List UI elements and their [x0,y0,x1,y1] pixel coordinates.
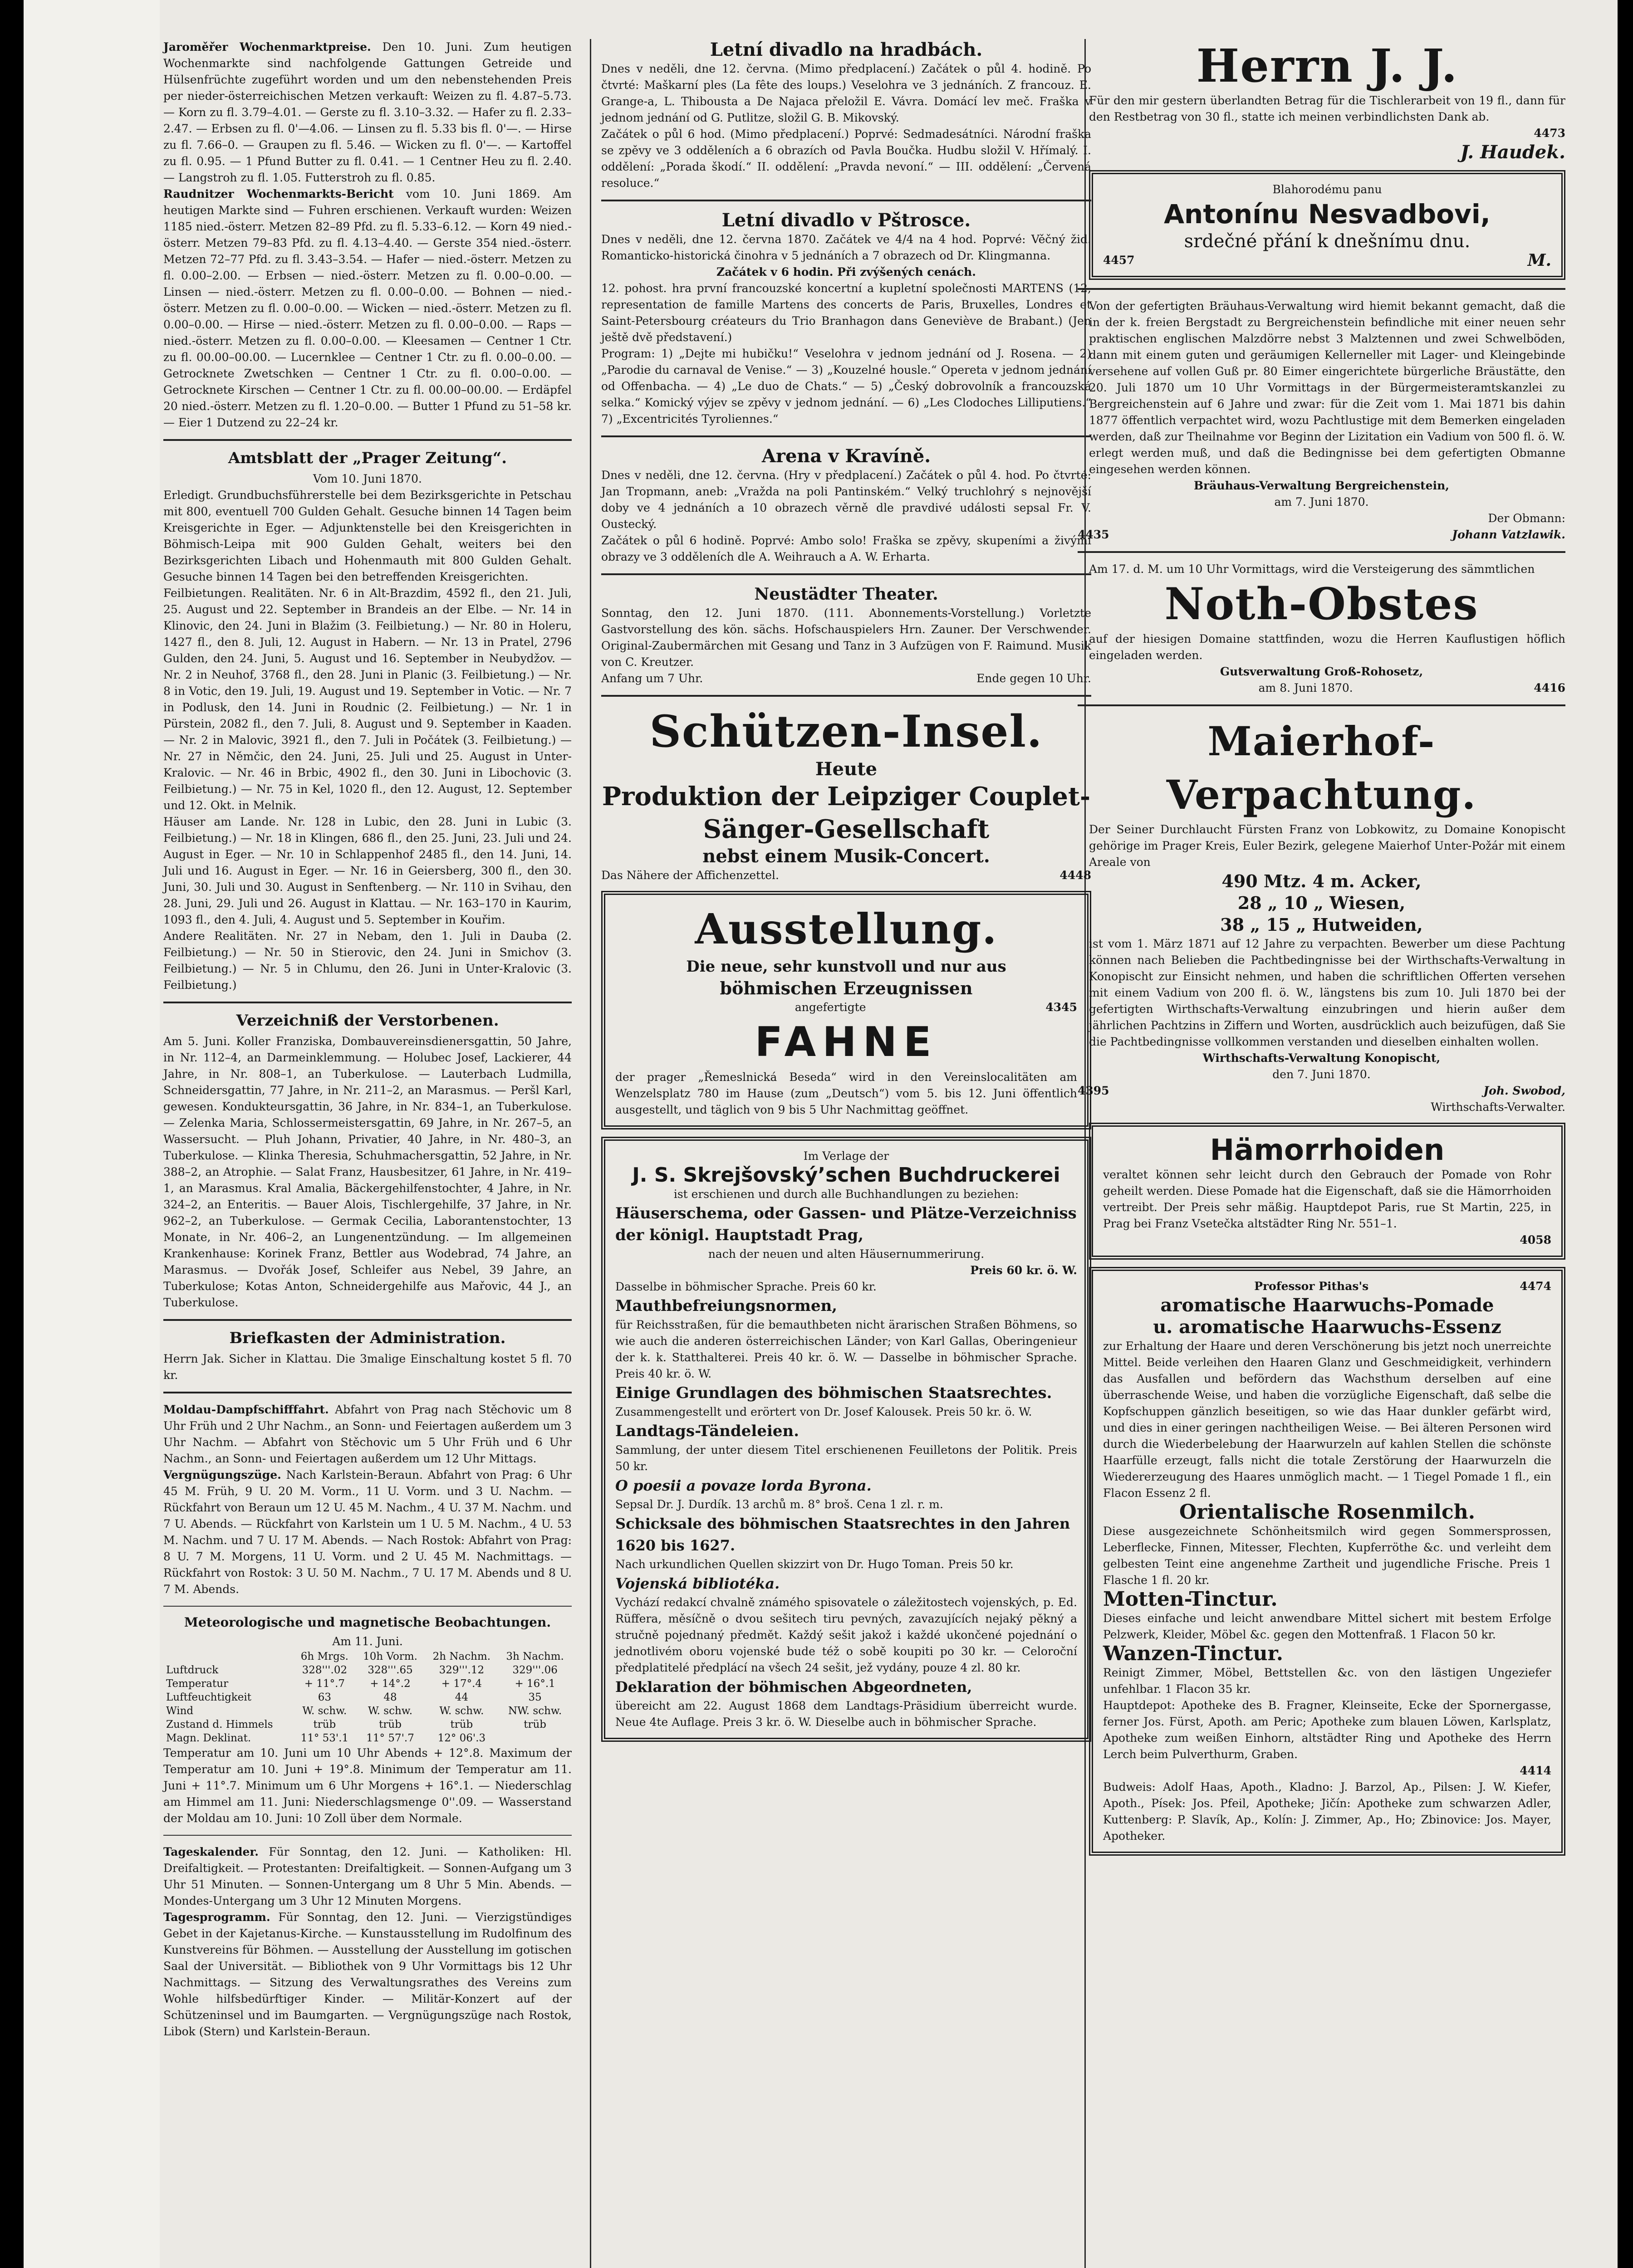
rosenmilch-title: Orientalische Rosenmilch. [1179,1501,1476,1524]
divider [163,1002,572,1003]
brauhaus-text: Von der gefertigten Bräuhaus-Verwaltung wird hiemit bekannt gemacht, daß die in der k. freien Bergstadt zu Bergreichenstein befindliche mit einer neuen sehr praktischen englischen Malzdörre nebst 3 Malztennen und zwei Schwelböden, dann mit einem guten und geräumigen Kellerneller mit Lager- und Kleingebinde versehene auf vollen Guß pr. 80 Eimer eingerichtete bürgerliche Bräustätte, den 20. Juli 1870 um 10 Uhr Vormittags in der Bürgermeisteramtskanzlei zu Bergreichenstein auf 6 Jahre und zwar: für die Zeit vom 1. Mai 1871 bis dahin 1877 öffentlich verpachtet wird, wozu Pachtlustige mit dem Bemerken eingeladen werden, daß zur Theilnahme vor Beginn der Lizitation ein Vadium von 500 fl. ö. W. erlegt werden muß, und daß die Bedingnisse bei dem gefertigten Obmanne eingesehen werden können. [1089,299,1565,476]
moldau-notice [163,1402,572,1467]
schuetzeninsel-heute: Heute [815,758,878,780]
schuetzeninsel-footer [601,867,1091,884]
tagesprogramm-text: Für Sonntag, den 12. Juni. — Vierzigstündiges Gebet in der Kajetanus-Kirche. — Kunstausstellung im Rudolfinum des Kunstvereins für Böhmen. — Ausstellung der Ausstellung im gotischen Saal der Universität. — Bibliothek von 9 Uhr Vormittags bis 12 Uhr Nachmittags. — Sitzung des Verwaltungsrathes des Vereins zum Wohle hilfsbedürftiger Kinder. — Militär-Konzert auf der Schützeninsel und im Baumgarten. — Vergnügungszüge nach Rostok, Libok (Stern) und Karlstein-Beraun. [163,1911,572,2038]
pitha-text: zur Erhaltung der Haare und deren Verschönerung bis jetzt noch unerreichte Mittel. Beide verleihen den Haaren Glanz und Geschmeidigkeit, verhindern das Ausfallen und befördern das Wachsthum derselben auf eine überraschende Weise, und haben die vorzügliche Eigenschaft, daß selbe die Kopfschuppen gänzlich beseitigen, so wie das Haar dunkler gefärbt wird, und dies in einer geringen nachtheiligen Weise. — Bei älteren Personen wird durch die Wiederbelebung der Haarwurzeln auf kahlen Stellen die schönste Haarfülle erzeugt, falls nicht die totale Zerstörung der Haarwurzeln die Wiedererzeugung des Haares unmöglich macht. — 1 Tiegel Pomade 1 fl., ein Flacon Essenz 2 fl. [1103,1339,1551,1500]
brauhaus-obmann: Der Obmann: [1488,512,1565,525]
meteo-cell: 11° 57'.7 [366,1732,414,1744]
moldau-heading: Moldau-Dampfschifffahrt. [163,1403,329,1416]
divider [163,1835,572,1836]
nesvadba-salutation: Blahorodému panu [1272,183,1382,196]
ausstellung-sub [615,999,1077,1016]
haemorrhoiden-title: Hämorrhoiden [1210,1134,1445,1167]
column-middle [601,39,1091,2268]
tagesprogramm [163,1909,572,2040]
meteo-header-cell: 3h Nachm. [506,1651,564,1662]
obst-title: Noth-Obstes [1164,578,1479,630]
letni-divadlo-pstroska-text: 12. pohost. hra první francouzské koncertní a kupletní společnosti MARTENS (12, representation de famille Martens des concerts de Paris, Bruxelles, Londres et Saint-Petersbourg créateurs du Trio Branhagon dans Geneviève de Brabant.) (Jen ještě dvě představení.) [601,282,1091,344]
maierhof-text: Der Seiner Durchlaucht Fürsten Franz von Lobkowitz, zu Domaine Konopischt gehörige im Prager Kreis, Euler Bezirk, gelegene Maierhof Unter-Požár mit einem Areale von [1089,823,1565,869]
amtsblatt-paragraph: Erledigt. Grundbuchsführerstelle bei dem Bezirksgerichte in Petschau mit 800, eventuell 700 Gulden Gehalt. Gesuche binnen 14 Tagen beim Kreisgerichte in Eger. — Adjunktenstelle bei den Kreisgerichten in Böhmisch-Leipa mit 900 Gulden Gehalt, weiters bei den Bezirksgerichten Libach und Hohenmauth mit 800 Gulden Gehalt. Gesuche binnen 14 Tagen bei den betreffenden Kreisgerichten. [163,489,572,583]
meteo-cell: Magn. Deklinat. [166,1732,251,1744]
meteo-cell: W. schw. [439,1705,484,1717]
herrn-signature: J. Haudek. [1460,142,1565,163]
meteo-header-cell: 2h Nachm. [432,1651,491,1662]
herrn-title: Herrn J. J. [1196,39,1458,93]
maierhof-area: 38 „ 15 „ Hutweiden, [1220,914,1423,935]
meteo-date: Am 11. Juni. [332,1635,403,1648]
verlag-item-text: übereicht am 22. August 1868 dem Landtags-Präsidium überreicht wurde. Neue 4te Auflage. Preis 3 kr. ö. W. Dieselbe auch in böhmischer Sprache. [615,1699,1077,1729]
divider [163,1392,572,1393]
brauhaus-date: am 7. Juni 1870. [1274,495,1369,508]
verlag-item-text: Dasselbe in böhmischer Sprache. Preis 60 kr. [615,1280,877,1293]
market-report-raudnitz-text: vom 10. Juni 1869. Am heutigen Markte sind — Fuhren erschienen. Verkauft wurden: Weizen 1185 nied.-österr. Metzen 82–89 Pfd. zu fl. 5.33–6.12. — Korn 49 nied.-österr. Metzen 79–83 Pfd. zu fl. 4.13–4.40. — Gerste 354 nied.-österr. Metzen 72–77 Pfd. zu fl. 3.43–3.54. — Hafer — nied.-österr. Metzen zu fl. 0.00–2.00. — Erbsen — nied.-österr. Metzen zu fl. 0.00–0.00. — Linsen — nied.-österr. Metzen zu fl. 0.00–0.00. — Bohnen — nied.-österr. Metzen zu fl. 0.00–0.00. — Wicken — nied.-österr. Metzen zu fl. 0.00–0.00. — Hirse — nied.-österr. Metzen zu fl. 0.00–0.00. — Raps — nied.-österr. Metzen zu fl. 0.00–0.00. — Kleesamen — Centner 1 Ctr. zu fl. 00.00–00.00. — Lucernklee — Centner 1 Ctr. zu fl. 0.00–0.00. — Getrocknete Zwetschken — Centner 1 Ctr. zu fl. 0.00–0.00. — Getrocknete Kirschen — Centner 1 Ctr. zu fl. 00.00–00.00. — Erdäpfel 20 nied.-österr. Metzen zu fl. 1.20–0.00. — Butter 1 Pfund zu 51–58 kr. — Eier 1 Dutzend zu 22–24 kr. [163,187,572,429]
market-report-jaromer-text: Den 10. Juni. Zum heutigen Wochenmarkte sind nachfolgende Gattungen Getreide und Hülsenfrüchte zugeführt worden und um den nebenstehenden Preis per nieder-österreichischen Metzen verkauft: Weizen zu fl. 4.87–5.73. — Korn zu fl. 3.79–4.01. — Gerste zu fl. 3.10–3.32. — Hafer zu fl. 2.33–2.47. — Erbsen zu fl. 0'—4.06. — Linsen zu fl. 5.33 bis fl. 0'—. — Hirse zu fl. 7.66–0. — Graupen zu fl. 5.46. — Wicken zu fl. 0'—. — Kartoffel zu fl. 0.95. — 1 Pfund Butter zu fl. 0.41. — 1 Centner Heu zu fl. 2.40. — Langstroh zu fl. 1.05. Futterstroh zu fl. 0.85. [163,40,572,184]
neustaedter-theater-title: Neustädter Theater. [754,585,938,604]
meteo-header-cell: 10h Vorm. [363,1651,417,1662]
ausstellung-fahne: FAHNE [755,1018,938,1066]
amtsblatt-heading: Amtsblatt der „Prager Zeitung“. [228,449,507,467]
ad-number: 4414 [1520,1764,1551,1777]
ausstellung-text: der prager „Řemeslnická Beseda“ wird in den Vereinslocalitäten am Wenzelsplatz 780 im Hause (zum „Deutsch“) vom 5. bis 12. Juni öffentlich ausgestellt, und täglich von 9 bis 5 Uhr Nachmittag geöffnet. [615,1070,1077,1116]
maierhof-area: 490 Mtz. 4 m. Acker, [1221,871,1422,891]
market-report-raudnitz-heading: Raudnitzer Wochenmarkts-Bericht [163,187,394,200]
ausstellung-ad [601,891,1091,1129]
column-left [163,39,572,2268]
verlag-item-title: Einige Grundlagen des böhmischen Staatsrechtes. [615,1384,1052,1402]
obst-date: am 8. Juni 1870. [1258,681,1353,694]
meteo-text: Temperatur am 10. Juni um 10 Uhr Abends + 12°.8. Maximum der Temperatur am 10. Juni + 19°.8. Minimum der Temperatur am 11. Juni + 11°.7. Minimum um 6 Uhr Morgens + 16°.1. — Niederschlag am Himmel am 11. Juni: Niederschlagsmenge 0''.09. — Wasserstand der Moldau am 10. Juni: 10 Zoll über dem Normale. [163,1746,572,1825]
letni-divadlo-hradby-title: Letní divadlo na hradbách. [710,39,983,60]
divider [601,435,1091,437]
maierhof-footer [1078,1083,1565,1099]
ad-number: 4457 [1103,254,1135,267]
maierhof-text: ist vom 1. März 1871 auf 12 Jahre zu verpachten. Bewerber um diese Pachtung können nach Belieben die Pachtbedingnisse bei der Wirthschafts-Verwaltung in Konopischt zur Einsicht nehmen, und haben die schriftlichen Offerten versehen mit einem Vadium von 200 fl. ö. W., längstens bis zum 10. Juli 1870 bei der gefertigten Wirthschafts-Verwaltung einzubringen und hierin außer dem jährlichen Pachtzins in Ziffern und Worten, ausdrücklich auch beizufügen, daß Sie die Pachtbedingnisse vollkommen verstanden und dieselben einhalten wollen. [1089,937,1565,1048]
verstorbene-heading: Verzeichniß der Verstorbenen. [236,1012,499,1030]
neustaedter-start: Anfang um 7 Uhr. [601,672,703,685]
ad-number: 4395 [1078,1084,1109,1097]
divider [601,200,1091,201]
motten-title: Motten-Tinctur. [1103,1588,1278,1611]
divider [1078,704,1565,706]
obst-text: auf der hiesigen Domaine stattfinden, wozu die Herren Kauflustigen höflich eingeladen werden. [1089,632,1565,662]
meteo-cell: 48 [383,1691,397,1703]
meteo-cell: Luftfeuchtigkeit [166,1691,251,1703]
verlag-item-title: O poesii a povaze lorda Byrona. [615,1477,872,1494]
motten-text: Dieses einfache und leicht anwendbare Mittel sichert mit bestem Erfolge Pelzwerk, Kleider, Möbel &c. gegen den Mottenfraß. 1 Flacon 50 kr. [1103,1612,1551,1641]
maierhof-date: den 7. Juni 1870. [1272,1068,1371,1081]
divider [163,1606,572,1607]
brauhaus-footer [1078,527,1565,543]
haemorrhoiden-text: veraltet können sehr leicht durch den Gebrauch der Pomade von Rohr geheilt werden. Diese Pomade hat die Eigenschaft, daß sie die Hämorrhoiden vertreibt. Der Preis sehr mäßig. Hauptdepot Paris, rue St Martin, 225, in Prag bei Franz Vsetečka altstädter Ring Nr. 551–1. [1103,1168,1551,1230]
ad-number: 4474 [1520,1280,1551,1293]
maierhof-verwalter-title: Wirthschafts-Verwalter. [1431,1100,1565,1114]
vergnuegungszuege-heading: Vergnügungszüge. [163,1468,281,1481]
arena-title: Arena v Kravíně. [761,445,931,467]
nesvadba-text: srdečné přání k dnešnímu dnu. [1184,231,1471,252]
verlag-item-title: Landtags-Tändeleien. [615,1422,799,1440]
ad-number: 4058 [1520,1233,1551,1246]
meteo-cell: trüb [524,1719,547,1730]
maierhof-verwalter: Joh. Swobod, [1483,1084,1565,1097]
ausstellung-sub: böhmischen Erzeugnissen [720,978,973,998]
divider [163,439,572,441]
meteo-cell: Luftdruck [166,1664,219,1676]
meteo-row [163,1704,572,1718]
letni-divadlo-pstroska-title: Letní divadlo v Pštrosce. [721,210,971,231]
meteo-cell: 12° 06'.3 [437,1732,486,1744]
pitha-head: Professor Pithas's [1254,1280,1369,1293]
moldau-text: Abfahrt von Prag nach Stěchovic um 8 Uhr Früh und 2 Uhr Nachm., an Sonn- und Feiertagen außerdem um 3 Uhr Nachm. — Abfahrt von Stěchovic um 5 Uhr Früh und 6 Uhr Nachm., an Sonn- und Feiertagen außerdem um 12 Uhr Mittags. [163,1403,572,1465]
meteo-header-cell [163,1650,294,1663]
wanzen-depot: Hauptdepot: Apotheke des B. Fragner, Kleinseite, Ecke der Spornergasse, ferner Jos. Fürst, Apoth. am Peric; Apotheke zum blauen Löwen, Karlsplatz, Apotheke zum weißen Einhorn, altstädter Ring und Apotheke des Herrn Lerch beim Pulverthurm, Graben. [1103,1699,1551,1761]
vergnuegungszuege-text: Nach Karlstein-Beraun. Abfahrt von Prag: 6 Uhr 45 M. Früh, 9 U. 20 M. Vorm., 11 U. Vorm. und 3 U. Nachm. — Rückfahrt von Beraun um 12 U. 45 M. Nachm., 4 U. 37 M. Nachm. und 7 U. Abends. — Rückfahrt von Karlstein um 1 U. 5 M. Nachm., 4 U. 53 M. Nachm. und 7 U. 17 M. Abends. — Nach Rostok: Abfahrt von Prag: 8 U. 7 M. Morgens, 11 U. Vorm. und 2 U. 45 M. Nachmittags. — Rückfahrt von Rostok: 3 U. 50 M. Nachm., 7 U. 17 M. Abends und 8 U. 7 M. Abends. [163,1468,572,1596]
letni-divadlo-pstroska-text: Začátek v 6 hodin. Při zvýšených cenách. [716,265,976,279]
divider [601,573,1091,575]
meteo-row [163,1731,572,1745]
briefkasten-text: Herrn Jak. Sicher in Klattau. Die 3malige Einschaltung kostet 5 fl. 70 kr. [163,1352,572,1382]
neustaedter-theater-times [601,670,1091,687]
schuetzeninsel-line: Produktion der Leipziger Couplet- [602,782,1091,811]
verlag-item-text: Nach urkundlichen Quellen skizzirt von Dr. Hugo Toman. Preis 50 kr. [615,1558,1014,1571]
neustaedter-end: Ende gegen 10 Uhr. [976,672,1091,685]
column-right [1078,39,1565,2268]
meteo-header-cell: 6h Mrgs. [300,1651,348,1662]
tagesprogramm-heading: Tagesprogramm. [163,1911,270,1924]
market-report-raudnitz [163,186,572,431]
obst-signature: Gutsverwaltung Groß-Rohosetz, [1220,665,1423,678]
ausstellung-sub: Die neue, sehr kunstvoll und nur aus [686,958,1006,976]
brauhaus-signature: Bräuhaus-Verwaltung Bergreichenstein, [1194,479,1449,492]
nesvadba-name: Antonínu Nesvadbovi, [1164,199,1491,230]
ad-number: 4416 [1534,681,1565,694]
wanzen-title: Wanzen-Tinctur. [1103,1642,1284,1665]
meteo-cell: 329'''.12 [439,1664,485,1676]
ausstellung-title: Ausstellung. [695,904,998,953]
brauhaus-obmann-name: Johann Vatzlawik. [1452,528,1565,541]
meteo-cell: + 11°.7 [304,1678,345,1690]
meteo-cell: Zustand d. Himmels [166,1719,273,1730]
nesvadba-signature: M. [1527,251,1551,270]
verlag-item-title: Schicksale des böhmischen Staatsrechtes in den Jahren 1620 bis 1627. [615,1515,1070,1554]
skrejsovsky-ad [601,1137,1091,1742]
meteo-table [163,1650,572,1745]
maierhof-signature: Wirthschafts-Verwaltung Konopischt, [1202,1051,1441,1065]
haemorrhoiden-ad [1089,1123,1565,1260]
verlag-item-text: nach der neuen und alten Häusernummerirung. [708,1247,985,1261]
obst-text: Am 17. d. M. um 10 Uhr Vormittags, wird die Versteigerung des sämmtlichen [1089,562,1535,576]
letni-divadlo-pstroska-program: Program: 1) „Dejte mi hubičku!“ Veselohra v jednom jednání od J. Rosena. — 2) „Parodie du carnaval de Venise.“ — 3) „Kouzelné housle.“ Opereta v jednom jednání od Offenbacha. — 4) „Le duo de Chats.“ — 5) „Český dobrovolník a francouzská selka.“ Komický výjev se zpěvy v jednom jednání. — 6) „Les Clodoches Lilliputiens.“ 7) „Excentricités Tyroliennes.“ [601,347,1091,425]
schuetzeninsel-title: Schützen-Insel. [649,706,1043,757]
schuetzeninsel-line: nebst einem Musik-Concert. [702,846,990,867]
amtsblatt-paragraph: Feilbietungen. Realitäten. Nr. 6 in Alt-Brazdim, 4592 fl., den 21. Juli, 25. August und 22. September in Brandeis an der Elbe. — Nr. 14 in Klinovic, den 24. Juni in Blažim (3. Feilbietung.) — Nr. 80 in Holeru, 1427 fl., den 8. Juli, 12. August in Habern. — Nr. 13 in Pratel, 2796 Gulden, den 24. Juni, 5. August und 16. September in Neubydžov. — Nr. 2 in Neuhof, 3768 fl., den 28. Juni in Planic (3. Feilbietung.) — Nr. 8 in Votic, den 19. Juli, 19. August und 19. September in Votic. — Nr. 7 in Podlusk, den 14. Juni in Roudnic (2. Feilbietung.) — Nr. 1 in Pürstein, 2082 fl., den 7. Juli, 8. August und 9. September in Kaaden. — Nr. 2 in Malovic, 3921 fl., den 7. Juli in Počátek (3. Feilbietung.) — Nr. 27 in Němčic, den 24. Juni, 25. Juli und 25. August in Unter-Kralovic. — Nr. 46 in Brbic, 4902 fl., den 30. Juni in Libochovic (3. Feilbietung.) — Nr. 75 in Kel, 1020 fl., den 12. August, 12. September und 12. Okt. in Melnik. [163,587,572,812]
verlag-item-text: für Reichsstraßen, für die bemauthbeten nicht ärarischen Straßen Böhmens, so wie auch die anderen österreichischen Länder; von Karl Gallas, Oberingenieur der k. k. Statthalterei. Preis 40 kr. ö. W. — Dasselbe in böhmischer Sprache. Preis 40 kr. ö. W. [615,1318,1077,1380]
amtsblatt-paragraph: Häuser am Lande. Nr. 128 in Lubic, den 28. Juni in Lubic (3. Feilbietung.) — Nr. 18 in Klingen, 686 fl., den 25. Juni, 23. Juli und 24. August in Eger. — Nr. 10 in Schlappenhof 2485 fl., den 14. Juni, 14. Juli und 16. August in Eger. — Nr. 16 in Geiersberg, 300 fl., den 30. Juni, 30. Juli und 30. August in Senftenberg. — Nr. 110 in Svihau, den 28. Juni, 29. Juli und 26. August in Klattau. — Nr. 163–170 in Kaurim, 1093 fl., den 4. Juli, 4. August und 5. September in Kouřim. [163,815,572,926]
verstorbene-text: Am 5. Juni. Koller Franziska, Dombauvereinsdienersgattin, 50 Jahre, in Nr. 112–4, an Darmeinklemmung. — Holubec Josef, Lackierer, 44 Jahre, in Nr. 808–1, an Tuberkulose. — Lauterbach Ludmilla, Schneidersgattin, 77 Jahre, in Nr. 211–2, an Marasmus. — Peršl Karl, gewesen. Kondukteursgattin, 36 Jahre, in Nr. 834–1, an Tuberkulose. — Zelenka Maria, Schlossermeistersgattin, 69 Jahre, in Nr. 267–5, an Wassersucht. — Pluh Johann, Privatier, 40 Jahre, in Nr. 480–3, an Tuberkulose. — Klinka Theresia, Schuhmachersgattin, 52 Jahre, in Nr. 388–2, an Atrophie. — Salat Franz, Hausbesitzer, 61 Jahre, in Nr. 419–1, an Marasmus. Kral Amalia, Bäckergehilfenstochter, 4 Jahre, in Nr. 324–2, an Enteritis. — Bauer Alois, Tischlergehilfe, 37 Jahre, in Nr. 962–2, an Tuberkulose. — Germak Cecilia, Laborantenstochter, 13 Monate, in Nr. 406–2, an Lungenentzündung. — Im allgemeinen Krankenhause: Korinek Franz, Bettler aus Wodebrad, 74 Jahre, an Marasmus. — Dvořák Josef, Schleifer aus Nebel, 39 Jahre, an Tuberkulose; Kotas Anton, Schneidergehilfe aus Mařovic, 44 J., an Tuberkulose. [163,1035,572,1309]
meteo-cell: Wind [166,1705,194,1717]
meteo-cell: 11° 53'.1 [300,1732,349,1744]
amtsblatt-paragraph: Andere Realitäten. Nr. 27 in Nebam, den 1. Juli in Dauba (2. Feilbietung.) — Nr. 50 in Stierovic, den 24. Juni in Smichov (3. Feilbietung.) — Nr. 5 in Chlumu, den 26. Juni in Unter-Kralovic (3. Feilbietung.) [163,929,572,992]
nesvadba-footer [1103,252,1551,269]
verlag-item-text: Sammlung, der unter diesem Titel erschienenen Feuilletons der Politik. Preis 50 kr. [615,1443,1077,1473]
wanzen-text: Reinigt Zimmer, Möbel, Bettstellen &c. von den lästigen Ungeziefer unfehlbar. 1 Flacon 35 kr. [1103,1666,1551,1696]
meteo-cell [498,1731,572,1745]
briefkasten-heading: Briefkasten der Administration. [229,1329,506,1347]
ad-number: 4435 [1078,528,1109,541]
meteo-cell: NW. schw. [508,1705,562,1717]
meteo-row [163,1691,572,1704]
verlag-item-title: Deklaration der böhmischen Abgeordneten, [615,1678,972,1696]
meteo-cell: + 14°.2 [370,1678,411,1690]
verlag-intro: Im Verlage der [803,1149,889,1163]
verlag-item-text: Vychází redakcí chvalně známého spisovatele o záležitostech vojenských, p. Ed. Rüffera, měsíčně o dvou sešitech tiru pevných, zavazujících nejaký pěkný a stručně pojednaný předmět. Každý sešit jakož i každé ukončené pojednání o jednotlivém oboru vojenské bude též o sobě koupiti po 30 kr. — Celoroční předplatitelé předplácí na všech 24 sešit, jež vydány, pouze 4 zl. 80 kr. [615,1596,1077,1674]
wanzen-depots-regional: Budweis: Adolf Haas, Apoth., Kladno: J. Barzol, Ap., Pilsen: J. W. Kiefer, Apoth., Písek: Jos. Pfeil, Apotheke; Jičín: Apotheke zum schwarzen Adler, Kuttenberg: P. Slavík, Ap., Kolín: J. Zimmer, Ap., Ho; Zbinovice: Jos. Mayer, Apotheker. [1103,1780,1551,1843]
obst-footer [1078,680,1565,696]
column-rule-1 [590,39,591,2268]
letni-divadlo-hradby-text: Dnes v neděli, dne 12. června. (Mimo předplacení.) Začátek o půl 4. hodině. Po čtvrté: Maškarní ples (La fête des loups.) Veselohra ve 3 jednáních. Z francouz. E. Grange-a, L. Thibousta a De Najaca přeložil E. Vávra. Domácí lev meč. Fraška v jednom jednání od G. Putlitze, složil G. B. Mikovský. [601,62,1091,124]
ad-number: 4473 [1534,127,1565,140]
meteo-row [163,1718,572,1731]
meteo-heading: Meteorologische und magnetische Beobachtungen. [184,1615,551,1630]
verlag-item-title: Mauthbefreiungsnormen, [615,1297,838,1315]
meteo-cell: 328'''.65 [368,1664,413,1676]
verlag-item-title: Vojenská bibliotéka. [615,1575,780,1592]
meteo-cell: trüb [450,1719,473,1730]
meteo-row [163,1663,572,1677]
verlag-sub: ist erschienen und durch alle Buchhandlungen zu beziehen: [673,1188,1019,1201]
scan-border-left [0,0,24,2268]
meteo-header-row [163,1650,572,1663]
ad-number: 4345 [1045,1001,1077,1014]
pitha-title: aromatische Haarwuchs-Pomade [1160,1295,1494,1316]
letni-divadlo-pstroska-text: Dnes v neděli, dne 12. června 1870. Začátek ve 4/4 na 4 hod. Poprvé: Věčný žid. Romanticko-historická činohra v 5 jednáních a 7 obrazech od Dr. Klingmanna. [601,233,1091,262]
meteo-cell: W. schw. [368,1705,413,1717]
meteo-cell: 328'''.02 [302,1664,348,1676]
market-report-jaromer [163,39,572,186]
neustaedter-theater-text: Sonntag, den 12. Juni 1870. (111. Abonnements-Vorstellung.) Vorletzte Gastvorstellung des kön. sächs. Hofschauspielers Hrn. Zauner. Der Verschwender. Original-Zaubermärchen mit Gesang und Tanz in 3 Aufzügen von F. Raimund. Musik von C. Kreutzer. [601,606,1091,669]
meteo-row [163,1677,572,1691]
tageskalender [163,1844,572,1909]
market-report-jaromer-heading: Jaroměřer Wochenmarktpreise. [163,40,371,54]
divider [163,1319,572,1321]
divider [601,695,1091,697]
meteo-cell: trüb [379,1719,402,1730]
arena-text: Dnes v neděli, dne 12. června. (Hry v předplacení.) Začátek o půl 4. hod. Po čtvrté: Jan Tropmann, aneb: „Vražda na poli Pantinském.“ Velký truchlohrý s nejnovější doby ve 4 jednáních a 10 obrazech věrně dle pravdivé události sepsal Fr. V. Oustecký. [601,469,1091,531]
maierhof-area: 28 „ 10 „ Wiesen, [1237,893,1406,913]
meteo-cell: trüb [313,1719,336,1730]
verlag-item-title: Häuserschema, oder Gassen- und Plätze-Verzeichniss der königl. Hauptstadt Prag, [615,1204,1077,1244]
ad-number: 4448 [1059,869,1091,882]
meteo-cell: 63 [318,1691,332,1703]
herrn-text: Für den mir gestern überlandten Betrag für die Tischlerarbeit von 19 fl., dann für den Restbetrag von 30 fl., statte ich meinen verbindlichsten Dank ab. [1089,94,1565,123]
maierhof-title: Maierhof-Verpachtung. [1166,718,1477,818]
arena-text: Začátek o půl 6 hodině. Poprvé: Ambo solo! Fraška se zpěvy, skupeními a živými obrazy ve 3 odděleních dle A. Weihrauch a A. W. Erharta. [601,534,1091,563]
verlag-title: J. S. Skrejšovský’schen Buchdruckerei [632,1163,1060,1187]
meteo-cell: Temperatur [166,1678,229,1690]
meteo-cell: 35 [528,1691,542,1703]
scan-border-right [1618,0,1633,2268]
pitha-ad [1089,1267,1565,1856]
meteo-cell: + 16°.1 [515,1678,555,1690]
ausstellung-sub3: angefertigte [794,1001,866,1014]
meteo-cell: 329'''.06 [512,1664,558,1676]
meteo-cell: 44 [455,1691,469,1703]
tageskalender-text: Für Sonntag, den 12. Juni. — Katholiken: Hl. Dreifaltigkeit. — Protestanten: Dreifaltigkeit. — Sonnen-Aufgang um 3 Uhr 51 Minuten. — Sonnen-Untergang um 8 Uhr 5 Min. Abends. — Mondes-Untergang um 3 Uhr 12 Minuten Morgens. [163,1845,572,1907]
tageskalender-heading: Tageskalender. [163,1845,259,1858]
verlag-item-text: Zusammengestellt und erörtert von Dr. Josef Kalousek. Preis 50 kr. ö. W. [615,1405,1032,1418]
divider [1078,551,1565,553]
verlag-item-text: Sepsal Dr. J. Durdík. 13 archů m. 8° broš. Cena 1 zl. r. m. [615,1498,943,1511]
divider [1078,288,1565,290]
pitha-header [1103,1278,1551,1295]
pitha-title: u. aromatische Haarwuchs-Essenz [1153,1316,1501,1338]
meteo-cell: W. schw. [302,1705,347,1717]
letni-divadlo-hradby-text: Začátek o půl 6 hod. (Mimo předplacení.) Poprvé: Sedmadesátníci. Národní fraška se zpěvy ve 3 odděleních a 6 obrazích od Pavla Boučka. Hudbu složil V. Hřímalý. I. oddělení: „Porada škodí.“ II. oddělení: „Pravda nevoní.“ — III. oddělení: „Červená resoluce.“ [601,127,1091,190]
schuetzeninsel-line: Sänger-Gesellschaft [703,814,990,844]
verlag-item-price: Preis 60 kr. ö. W. [970,1264,1077,1277]
nesvadba-ad [1089,170,1565,280]
schuetzeninsel-note: Das Nähere der Affichenzettel. [601,869,779,882]
meteo-cell: + 17°.4 [441,1678,482,1690]
amtsblatt-date: Vom 10. Juni 1870. [313,472,422,485]
vergnuegungszuege-notice [163,1467,572,1598]
page-margin-left [24,0,160,2268]
rosenmilch-text: Diese ausgezeichnete Schönheitsmilch wird gegen Sommersprossen, Leberflecke, Finnen, Mitesser, Flechten, Kupferröthe &c. und verleiht dem gelbesten Teint eine angenehme Zartheit und jugendliche Frische. Preis 1 Flasche 1 fl. 20 kr. [1103,1525,1551,1587]
